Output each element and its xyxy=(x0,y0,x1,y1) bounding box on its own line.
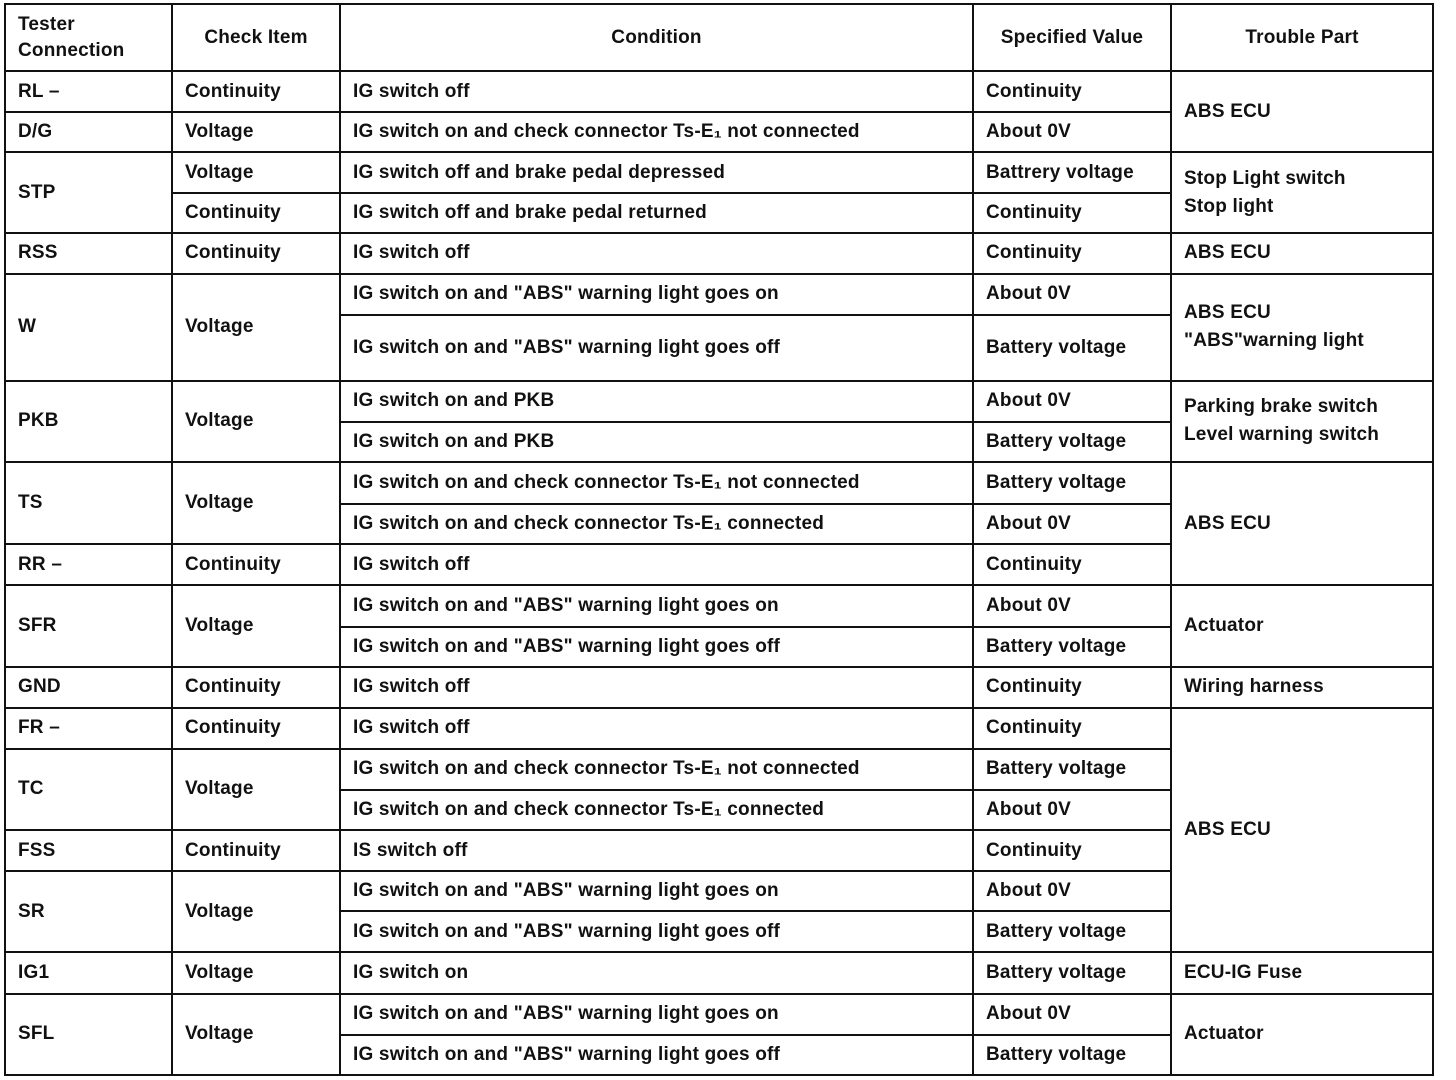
cell-specified-value: Battrery voltage xyxy=(973,152,1171,193)
cell-specified-value: Battery voltage xyxy=(973,1035,1171,1075)
cell-condition: IG switch on and check connector Ts-E₁ not connected xyxy=(340,749,973,790)
table-row xyxy=(5,667,1433,708)
cell-line: ABS ECU xyxy=(1184,302,1271,324)
table-body xyxy=(5,71,1433,1075)
cell-trouble-part: Actuator xyxy=(1171,585,1433,666)
cell-condition: IG switch on and "ABS" warning light goes on xyxy=(340,274,973,315)
abs-ecu-terminal-check-table xyxy=(4,3,1434,1076)
cell-condition: IG switch on and "ABS" warning light goes on xyxy=(340,871,973,911)
header-condition: Condition xyxy=(340,4,973,71)
cell-tester-connection: RR – xyxy=(5,544,172,585)
cell-trouble-part xyxy=(1171,381,1433,462)
cell-check-item: Voltage xyxy=(172,749,340,830)
cell-specified-value: Continuity xyxy=(973,233,1171,273)
cell-tester-connection: PKB xyxy=(5,381,172,462)
cell-specified-value: About 0V xyxy=(973,871,1171,911)
cell-trouble-part: ECU-IG Fuse xyxy=(1171,952,1433,993)
cell-condition: IG switch on and "ABS" warning light goes off xyxy=(340,911,973,952)
cell-specified-value: About 0V xyxy=(973,585,1171,626)
cell-condition: IG switch off and brake pedal returned xyxy=(340,193,973,233)
cell-trouble-part: ABS ECU xyxy=(1171,708,1433,953)
cell-check-item: Continuity xyxy=(172,830,340,871)
table-row xyxy=(5,233,1433,273)
cell-check-item: Continuity xyxy=(172,233,340,273)
cell-check-item: Voltage xyxy=(172,952,340,993)
cell-trouble-part: Wiring harness xyxy=(1171,667,1433,708)
cell-line: Level warning switch xyxy=(1184,424,1380,446)
cell-check-item: Voltage xyxy=(172,585,340,666)
cell-trouble-part: ABS ECU xyxy=(1171,71,1433,152)
cell-specified-value: Battery voltage xyxy=(973,627,1171,667)
cell-specified-value: About 0V xyxy=(973,504,1171,544)
cell-line: Parking brake switch xyxy=(1184,396,1379,418)
header-specified-value: Specified Value xyxy=(973,4,1171,71)
cell-specified-value: Continuity xyxy=(973,193,1171,233)
cell-tester-connection: RSS xyxy=(5,233,172,273)
table-row xyxy=(5,152,1433,193)
table-row xyxy=(5,994,1433,1035)
cell-specified-value: Battery voltage xyxy=(973,911,1171,952)
table-row xyxy=(5,585,1433,626)
cell-tester-connection: FSS xyxy=(5,830,172,871)
cell-condition: IG switch on and PKB xyxy=(340,422,973,462)
cell-condition: IG switch on and check connector Ts-E₁ connected xyxy=(340,504,973,544)
cell-check-item: Continuity xyxy=(172,193,340,233)
header-trouble-part: Trouble Part xyxy=(1171,4,1433,71)
cell-condition: IG switch off xyxy=(340,233,973,273)
cell-check-item: Continuity xyxy=(172,667,340,708)
cell-trouble-part: ABS ECU xyxy=(1171,233,1433,273)
cell-specified-value: Continuity xyxy=(973,667,1171,708)
cell-trouble-part xyxy=(1171,152,1433,233)
cell-specified-value: Battery voltage xyxy=(973,422,1171,462)
cell-trouble-part: ABS ECU xyxy=(1171,462,1433,585)
cell-tester-connection: TC xyxy=(5,749,172,830)
cell-specified-value: About 0V xyxy=(973,381,1171,422)
cell-tester-connection: STP xyxy=(5,152,172,233)
cell-specified-value: Continuity xyxy=(973,708,1171,749)
header-row xyxy=(5,4,1433,71)
cell-check-item: Voltage xyxy=(172,152,340,193)
cell-check-item: Voltage xyxy=(172,274,340,381)
cell-tester-connection: TS xyxy=(5,462,172,544)
cell-check-item: Continuity xyxy=(172,71,340,112)
cell-trouble-part: Actuator xyxy=(1171,994,1433,1076)
cell-specified-value: Battery voltage xyxy=(973,749,1171,790)
cell-tester-connection: FR – xyxy=(5,708,172,749)
cell-tester-connection: RL – xyxy=(5,71,172,112)
cell-condition: IG switch off and brake pedal depressed xyxy=(340,152,973,193)
table-row xyxy=(5,71,1433,112)
cell-condition: IS switch off xyxy=(340,830,973,871)
cell-condition: IG switch on and check connector Ts-E₁ not connected xyxy=(340,462,973,504)
cell-tester-connection: SR xyxy=(5,871,172,952)
cell-specified-value: About 0V xyxy=(973,790,1171,830)
cell-tester-connection: D/G xyxy=(5,112,172,152)
table-row xyxy=(5,381,1433,422)
cell-condition: IG switch on and check connector Ts-E₁ not connected xyxy=(340,112,973,152)
cell-specified-value: About 0V xyxy=(973,274,1171,315)
cell-specified-value: Continuity xyxy=(973,544,1171,585)
table-row xyxy=(5,952,1433,993)
cell-condition: IG switch off xyxy=(340,667,973,708)
cell-condition: IG switch on and "ABS" warning light goes off xyxy=(340,627,973,667)
cell-condition: IG switch off xyxy=(340,544,973,585)
header-check-item: Check Item xyxy=(172,4,340,71)
cell-condition: IG switch on and check connector Ts-E₁ connected xyxy=(340,790,973,830)
table-row xyxy=(5,708,1433,749)
table-row xyxy=(5,462,1433,504)
cell-condition: IG switch on xyxy=(340,952,973,993)
header-tester-connection: Tester Connection xyxy=(5,4,172,71)
cell-check-item: Voltage xyxy=(172,871,340,952)
cell-specified-value: Continuity xyxy=(973,830,1171,871)
cell-line: Stop light xyxy=(1184,195,1274,217)
cell-check-item: Voltage xyxy=(172,112,340,152)
cell-tester-connection: SFL xyxy=(5,994,172,1076)
cell-specified-value: Battery voltage xyxy=(973,462,1171,504)
cell-specified-value: Continuity xyxy=(973,71,1171,112)
cell-condition: IG switch on and "ABS" warning light goes off xyxy=(340,1035,973,1075)
cell-condition: IG switch off xyxy=(340,71,973,112)
cell-check-item: Continuity xyxy=(172,544,340,585)
cell-check-item: Voltage xyxy=(172,381,340,462)
cell-condition: IG switch off xyxy=(340,708,973,749)
cell-line: "ABS"warning light xyxy=(1184,330,1364,352)
cell-specified-value: Battery voltage xyxy=(973,315,1171,381)
cell-line: Stop Light switch xyxy=(1184,167,1346,189)
cell-check-item: Continuity xyxy=(172,708,340,749)
cell-check-item: Voltage xyxy=(172,462,340,544)
cell-tester-connection: W xyxy=(5,274,172,381)
cell-specified-value: About 0V xyxy=(973,112,1171,152)
cell-condition: IG switch on and "ABS" warning light goes off xyxy=(340,315,973,381)
cell-tester-connection: SFR xyxy=(5,585,172,666)
cell-specified-value: About 0V xyxy=(973,994,1171,1035)
cell-tester-connection: GND xyxy=(5,667,172,708)
cell-condition: IG switch on and PKB xyxy=(340,381,973,422)
cell-condition: IG switch on and "ABS" warning light goes on xyxy=(340,994,973,1035)
table-row xyxy=(5,274,1433,315)
cell-tester-connection: IG1 xyxy=(5,952,172,993)
cell-check-item: Voltage xyxy=(172,994,340,1076)
cell-specified-value: Battery voltage xyxy=(973,952,1171,993)
cell-condition: IG switch on and "ABS" warning light goes on xyxy=(340,585,973,626)
cell-trouble-part xyxy=(1171,274,1433,381)
